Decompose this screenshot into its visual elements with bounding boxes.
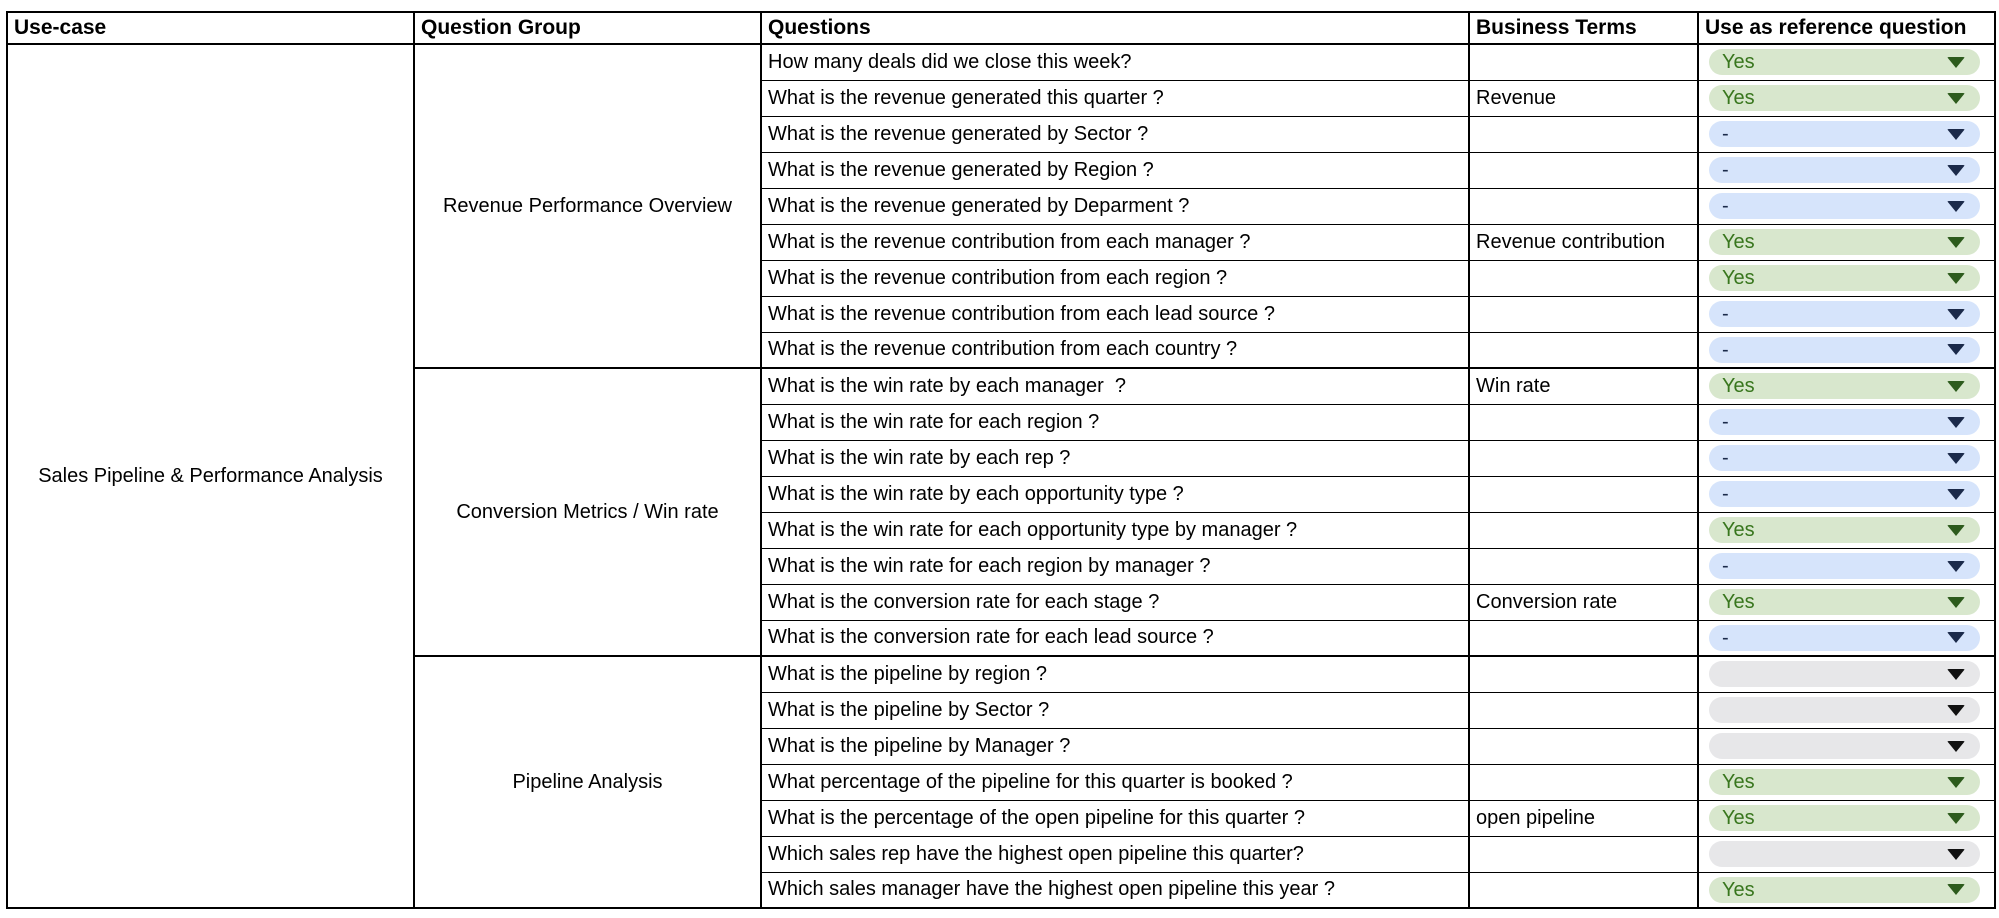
dropdown-value: Yes xyxy=(1722,375,1755,398)
column-header-questions[interactable]: Questions xyxy=(761,12,1469,44)
dropdown-value: Yes xyxy=(1722,519,1755,541)
reference-dropdown[interactable] xyxy=(1709,373,1980,399)
business-term-cell[interactable] xyxy=(1469,548,1698,584)
reference-cell xyxy=(1698,476,1995,512)
business-term-cell[interactable]: Conversion rate xyxy=(1469,584,1698,620)
reference-cell xyxy=(1698,728,1995,764)
dropdown-value: Yes xyxy=(1722,591,1755,613)
reference-dropdown[interactable] xyxy=(1709,841,1980,867)
chevron-down-icon xyxy=(1947,597,1965,608)
business-term-cell[interactable] xyxy=(1469,440,1698,476)
column-header-business-terms[interactable]: Business Terms xyxy=(1469,12,1698,44)
column-header-use-as-reference-question[interactable]: Use as reference question xyxy=(1698,12,1995,44)
chevron-down-icon xyxy=(1947,884,1965,895)
dropdown-value: Yes xyxy=(1722,878,1755,901)
business-term-cell[interactable]: Revenue xyxy=(1469,80,1698,116)
chevron-down-icon xyxy=(1947,381,1965,392)
business-term-cell[interactable] xyxy=(1469,692,1698,728)
chevron-down-icon xyxy=(1947,669,1965,680)
dropdown-value: - xyxy=(1722,195,1729,217)
chevron-down-icon xyxy=(1947,525,1965,536)
question-cell[interactable]: What is the win rate for each opportunity type by manager ? xyxy=(761,512,1469,548)
question-cell[interactable]: What percentage of the pipeline for this quarter is booked ? xyxy=(761,764,1469,800)
question-cell[interactable]: What is the revenue contribution from each lead source ? xyxy=(761,296,1469,332)
question-cell[interactable]: What is the revenue contribution from each country ? xyxy=(761,332,1469,368)
reference-dropdown[interactable] xyxy=(1709,517,1980,543)
reference-cell xyxy=(1698,800,1995,836)
business-term-cell[interactable] xyxy=(1469,260,1698,296)
reference-dropdown[interactable] xyxy=(1709,769,1980,795)
reference-cell xyxy=(1698,692,1995,728)
question-group-cell[interactable]: Revenue Performance Overview xyxy=(414,44,761,368)
reference-cell xyxy=(1698,584,1995,620)
reference-cell xyxy=(1698,188,1995,224)
reference-cell xyxy=(1698,260,1995,296)
reference-cell xyxy=(1698,548,1995,584)
reference-cell xyxy=(1698,224,1995,260)
chevron-down-icon xyxy=(1947,741,1965,752)
question-cell[interactable]: What is the win rate by each rep ? xyxy=(761,440,1469,476)
business-term-cell[interactable] xyxy=(1469,764,1698,800)
question-cell[interactable]: Which sales manager have the highest open pipeline this year ? xyxy=(761,872,1469,908)
reference-dropdown[interactable] xyxy=(1709,157,1980,183)
reference-dropdown[interactable] xyxy=(1709,337,1980,363)
question-cell[interactable]: What is the revenue generated by Deparment ? xyxy=(761,188,1469,224)
chevron-down-icon xyxy=(1947,777,1965,788)
dropdown-value: - xyxy=(1722,483,1729,505)
dropdown-value: Yes xyxy=(1722,87,1755,109)
business-term-cell[interactable]: open pipeline xyxy=(1469,800,1698,836)
business-term-cell[interactable] xyxy=(1469,188,1698,224)
reference-cell xyxy=(1698,152,1995,188)
reference-cell xyxy=(1698,44,1995,80)
business-term-cell[interactable] xyxy=(1469,728,1698,764)
header-row xyxy=(7,12,1995,44)
question-cell[interactable]: What is the percentage of the open pipeline for this quarter ? xyxy=(761,800,1469,836)
dropdown-value: - xyxy=(1722,555,1729,577)
reference-cell xyxy=(1698,512,1995,548)
question-group-cell[interactable]: Conversion Metrics / Win rate xyxy=(414,368,761,656)
dropdown-value: - xyxy=(1722,338,1729,361)
chevron-down-icon xyxy=(1947,237,1965,248)
reference-dropdown[interactable] xyxy=(1709,265,1980,291)
chevron-down-icon xyxy=(1947,849,1965,860)
dropdown-value: - xyxy=(1722,411,1729,433)
business-term-cell[interactable]: Win rate xyxy=(1469,368,1698,404)
chevron-down-icon xyxy=(1947,813,1965,824)
dropdown-value: - xyxy=(1722,447,1729,469)
business-term-cell[interactable] xyxy=(1469,152,1698,188)
reference-dropdown[interactable] xyxy=(1709,661,1980,687)
question-group-cell[interactable]: Pipeline Analysis xyxy=(414,656,761,908)
question-cell[interactable]: What is the revenue contribution from each manager ? xyxy=(761,224,1469,260)
chevron-down-icon xyxy=(1947,632,1965,643)
chevron-down-icon xyxy=(1947,309,1965,320)
reference-dropdown[interactable] xyxy=(1709,49,1980,75)
reference-cell xyxy=(1698,368,1995,404)
reference-dropdown[interactable] xyxy=(1709,697,1980,723)
reference-dropdown[interactable] xyxy=(1709,229,1980,255)
question-cell[interactable]: What is the win rate for each region by manager ? xyxy=(761,548,1469,584)
reference-dropdown[interactable] xyxy=(1709,589,1980,615)
chevron-down-icon xyxy=(1947,273,1965,284)
chevron-down-icon xyxy=(1947,561,1965,572)
chevron-down-icon xyxy=(1947,344,1965,355)
dropdown-value: - xyxy=(1722,626,1729,649)
business-term-cell[interactable] xyxy=(1469,44,1698,80)
dropdown-value: Yes xyxy=(1722,267,1755,289)
business-term-cell[interactable] xyxy=(1469,476,1698,512)
reference-cell xyxy=(1698,296,1995,332)
reference-dropdown[interactable] xyxy=(1709,553,1980,579)
chevron-down-icon xyxy=(1947,489,1965,500)
chevron-down-icon xyxy=(1947,93,1965,104)
questions-table xyxy=(6,11,1996,909)
reference-cell xyxy=(1698,332,1995,368)
question-cell[interactable]: How many deals did we close this week? xyxy=(761,44,1469,80)
chevron-down-icon xyxy=(1947,57,1965,68)
question-cell[interactable]: Which sales rep have the highest open pipeline this quarter? xyxy=(761,836,1469,872)
reference-cell xyxy=(1698,656,1995,692)
reference-cell xyxy=(1698,872,1995,908)
question-cell[interactable]: What is the pipeline by Sector ? xyxy=(761,692,1469,728)
dropdown-value: Yes xyxy=(1722,807,1755,829)
reference-cell xyxy=(1698,440,1995,476)
reference-cell xyxy=(1698,836,1995,872)
business-term-cell[interactable] xyxy=(1469,656,1698,692)
chevron-down-icon xyxy=(1947,165,1965,176)
question-cell[interactable]: What is the revenue generated by Sector ? xyxy=(761,116,1469,152)
question-cell[interactable]: What is the pipeline by region ? xyxy=(761,656,1469,692)
chevron-down-icon xyxy=(1947,201,1965,212)
dropdown-value: - xyxy=(1722,159,1729,181)
reference-cell xyxy=(1698,764,1995,800)
dropdown-value: Yes xyxy=(1722,51,1755,74)
reference-dropdown[interactable] xyxy=(1709,193,1980,219)
question-cell[interactable]: What is the win rate by each manager ? xyxy=(761,368,1469,404)
business-term-cell[interactable] xyxy=(1469,620,1698,656)
chevron-down-icon xyxy=(1947,453,1965,464)
reference-cell xyxy=(1698,404,1995,440)
business-term-cell[interactable] xyxy=(1469,332,1698,368)
question-cell[interactable]: What is the pipeline by Manager ? xyxy=(761,728,1469,764)
question-cell[interactable]: What is the revenue contribution from each region ? xyxy=(761,260,1469,296)
reference-dropdown[interactable] xyxy=(1709,481,1980,507)
business-term-cell[interactable] xyxy=(1469,404,1698,440)
reference-dropdown[interactable] xyxy=(1709,805,1980,831)
reference-dropdown[interactable] xyxy=(1709,85,1980,111)
use-case-cell[interactable]: Sales Pipeline & Performance Analysis xyxy=(7,44,414,908)
dropdown-value: Yes xyxy=(1722,231,1755,253)
reference-dropdown[interactable] xyxy=(1709,733,1980,759)
business-term-cell[interactable] xyxy=(1469,116,1698,152)
table-row xyxy=(7,44,1995,80)
business-term-cell[interactable] xyxy=(1469,296,1698,332)
reference-cell xyxy=(1698,116,1995,152)
chevron-down-icon xyxy=(1947,129,1965,140)
question-cell[interactable]: What is the revenue generated by Region ? xyxy=(761,152,1469,188)
question-cell[interactable]: What is the win rate by each opportunity type ? xyxy=(761,476,1469,512)
reference-dropdown[interactable] xyxy=(1709,301,1980,327)
reference-dropdown[interactable] xyxy=(1709,877,1980,903)
business-term-cell[interactable] xyxy=(1469,836,1698,872)
reference-dropdown[interactable] xyxy=(1709,445,1980,471)
business-term-cell[interactable] xyxy=(1469,512,1698,548)
reference-cell xyxy=(1698,620,1995,656)
question-cell[interactable]: What is the conversion rate for each lead source ? xyxy=(761,620,1469,656)
question-cell[interactable]: What is the conversion rate for each stage ? xyxy=(761,584,1469,620)
dropdown-value: - xyxy=(1722,123,1729,145)
dropdown-value: Yes xyxy=(1722,771,1755,793)
business-term-cell[interactable]: Revenue contribution xyxy=(1469,224,1698,260)
reference-dropdown[interactable] xyxy=(1709,409,1980,435)
reference-cell xyxy=(1698,80,1995,116)
column-header-question-group[interactable]: Question Group xyxy=(414,12,761,44)
business-term-cell[interactable] xyxy=(1469,872,1698,908)
reference-dropdown[interactable] xyxy=(1709,625,1980,651)
question-cell[interactable]: What is the revenue generated this quarter ? xyxy=(761,80,1469,116)
dropdown-value: - xyxy=(1722,303,1729,325)
reference-dropdown[interactable] xyxy=(1709,121,1980,147)
chevron-down-icon xyxy=(1947,417,1965,428)
chevron-down-icon xyxy=(1947,705,1965,716)
question-cell[interactable]: What is the win rate for each region ? xyxy=(761,404,1469,440)
column-header-use-case[interactable]: Use-case xyxy=(7,12,414,44)
